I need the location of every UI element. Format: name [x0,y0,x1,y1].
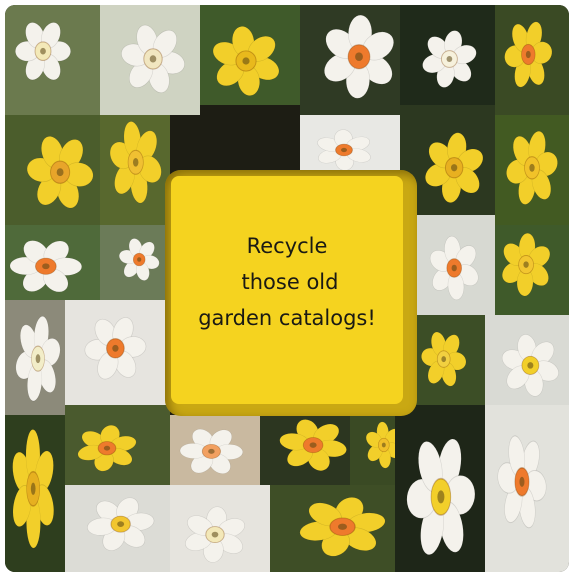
flower-tile [495,225,569,315]
flower-tile [170,415,260,485]
flower-tile [495,5,569,115]
flower-tile [5,115,100,225]
flower-tile [200,5,300,105]
flower-tile [170,485,270,572]
flower-tile [300,5,400,115]
flower-tile [65,485,170,572]
yellow-card [171,176,403,404]
caption-line-3: garden catalogs! [198,306,376,330]
flower-tile [485,405,569,572]
flower-tile [100,5,200,115]
flower-tile [485,315,569,405]
caption-line-2: those old [241,270,339,294]
flower-tile [5,225,100,300]
flower-tile [5,5,100,115]
caption-line-1: Recycle [246,234,328,258]
flower-tile [400,5,495,105]
flower-tile [415,215,495,315]
flower-tile [495,115,569,225]
handwritten-caption [171,228,403,336]
flower-tile [100,225,170,300]
flower-tile [5,300,65,415]
flower-tile [65,405,170,485]
flower-tile [65,300,170,415]
flower-tile [5,415,65,572]
flower-tile [260,415,350,485]
flower-tile [270,485,395,572]
flower-tile [100,115,170,225]
flower-tile [415,315,485,405]
flower-tile [395,405,485,572]
